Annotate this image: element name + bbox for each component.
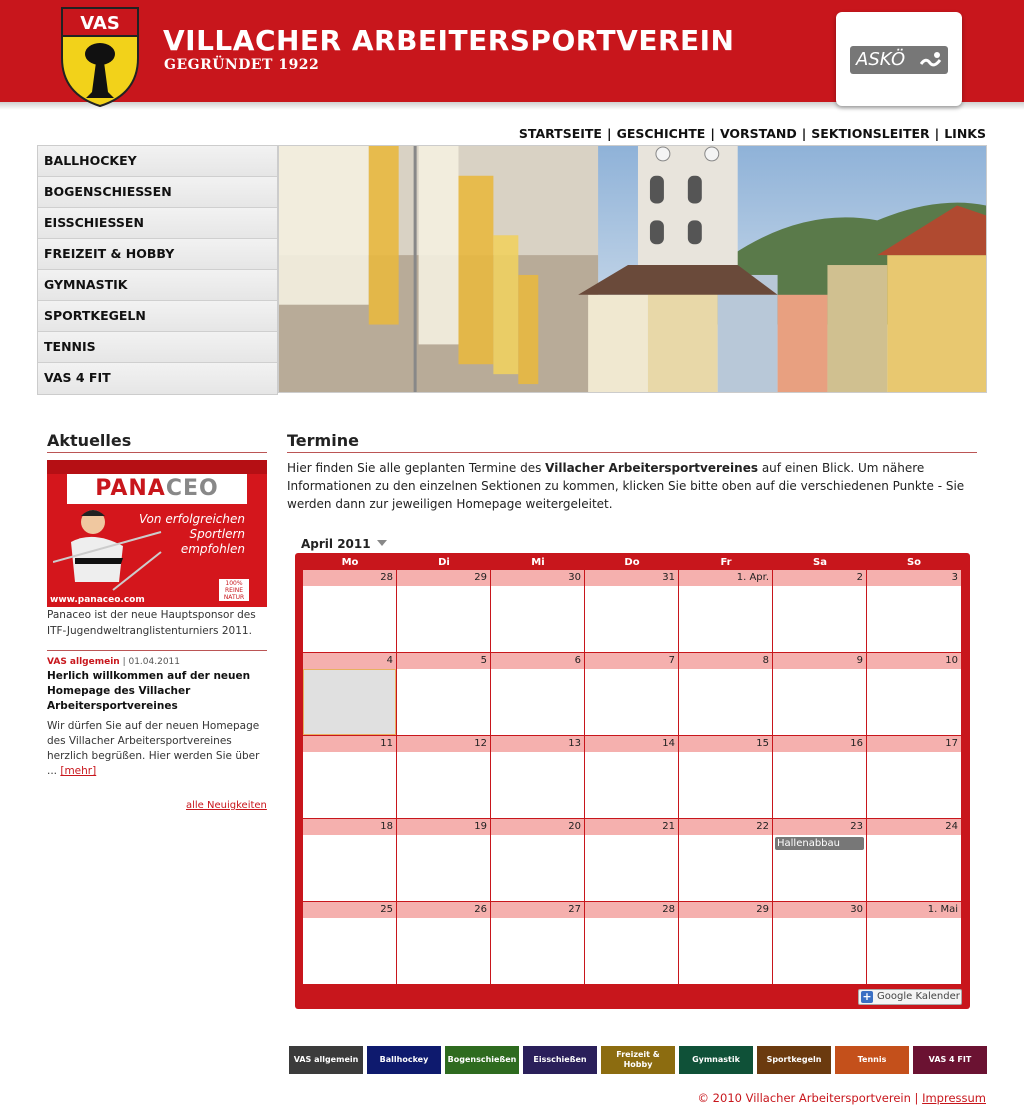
weekday-di: Di [438,557,450,568]
ad-slogan: Von erfolgreichen Sportlern empfohlen [139,512,245,556]
calendar-event[interactable]: Hallenabbau [775,837,864,850]
calendar-day-cell[interactable] [867,736,962,819]
weekday-do: Do [624,557,640,568]
nav-startseite[interactable]: STARTSEITE [518,126,602,141]
weekday-fr: Fr [720,557,732,568]
site-title: VILLACHER ARBEITERSPORTVEREIN [163,24,735,57]
calendar-day-cell[interactable] [773,653,867,736]
day-number: 4 [303,653,396,669]
calendar-day-cell[interactable] [679,570,773,653]
google-calendar [295,553,970,1009]
calendar-day-cell[interactable] [773,736,867,819]
calendar-day-cell[interactable] [397,902,491,985]
calendar-day-cell[interactable] [397,570,491,653]
nav-sektionsleiter[interactable]: SEKTIONSLEITER [811,126,930,141]
day-number: 14 [585,736,678,752]
calendar-day-cell[interactable] [303,653,397,736]
calendar-day-cell[interactable] [867,653,962,736]
page-title: Termine [287,431,359,450]
news-divider [47,452,267,453]
calendar-day-cell[interactable] [491,819,585,902]
day-number: 29 [397,570,490,586]
day-number: 30 [491,570,584,586]
legend-item[interactable]: Sportkegeln [757,1046,831,1074]
calendar-day-cell[interactable] [773,902,867,985]
title-divider [287,452,977,453]
day-number: 17 [867,736,961,752]
day-number: 3 [867,570,961,586]
read-more-link[interactable]: [mehr] [60,765,97,777]
plus-icon: + [862,990,872,1003]
askoe-logo [850,46,948,74]
calendar-day-cell[interactable] [585,819,679,902]
calendar-day-cell[interactable] [491,902,585,985]
day-number: 28 [585,902,678,918]
day-number: 7 [585,653,678,669]
panaceo-ad[interactable] [47,460,267,607]
all-news-link[interactable]: alle Neuigkeiten [186,800,267,811]
day-number: 12 [397,736,490,752]
day-number: 23 [773,819,866,835]
calendar-day-cell[interactable] [397,819,491,902]
news-divider-2 [47,650,267,651]
news-title[interactable]: Herlich willkommen auf der neuen Homepage des Villacher Arbeitersportvereines [47,670,251,712]
day-number: 16 [773,736,866,752]
day-number: 27 [491,902,584,918]
legend-item[interactable]: Freizeit & Hobby [601,1046,675,1074]
day-number: 19 [397,819,490,835]
calendar-day-cell[interactable] [773,819,867,902]
section-menu [37,145,278,395]
calendar-day-cell[interactable] [303,819,397,902]
menu-item-vas-4-fit[interactable]: VAS 4 FIT [38,363,277,394]
calendar-grid [303,570,962,983]
news-date: 01.04.2011 [128,657,180,667]
day-number: 31 [585,570,678,586]
day-number: 28 [303,570,396,586]
calendar-day-cell[interactable] [773,570,867,653]
day-number: 8 [679,653,772,669]
calendar-day-cell[interactable] [867,819,962,902]
vas-logo-text: VAS [80,13,120,34]
ad-caption: Panaceo ist der neue Hauptsponsor des ITF-Jugendweltranglistenturniers 2011. [47,609,256,637]
vas-logo[interactable] [60,6,140,108]
calendar-day-cell[interactable] [585,570,679,653]
today-highlight [303,669,396,735]
askoe-logo-text: ASKÖ [856,49,906,70]
calendar-day-cell[interactable] [679,819,773,902]
legend-item[interactable]: Tennis [835,1046,909,1074]
hero-image [278,145,987,393]
day-number: 1. Mai [867,902,961,918]
calendar-day-cell[interactable] [491,736,585,819]
calendar-day-cell[interactable] [679,902,773,985]
day-number: 18 [303,819,396,835]
nav-geschichte[interactable]: GESCHICHTE [616,126,706,141]
site-subtitle: GEGRÜNDET 1922 [164,57,320,73]
calendar-day-cell[interactable] [867,570,962,653]
day-number: 11 [303,736,396,752]
calendar-day-cell[interactable] [585,653,679,736]
menu-item-freizeit-hobby[interactable]: FREIZEIT & HOBBY [38,239,277,270]
menu-item-gymnastik[interactable]: GYMNASTIK [38,270,277,301]
calendar-day-cell[interactable] [679,736,773,819]
ad-url: www.panaceo.com [50,595,145,605]
askoe-logo-box[interactable] [836,12,962,106]
day-number: 20 [491,819,584,835]
weekday-so: So [906,557,922,568]
intro-text: Hier finden Sie alle geplanten Termine des Villacher Arbeitersportvereines auf einen Blick. Um nähere Informationen zu den einzelnen Sektionen zu kommen, klicken Sie bitte oben auf die verschiedenen Punkte - Sie werden dann zur jeweiligen Homepage weitergeleitet. [287,461,965,511]
weekday-sa: Sa [813,557,827,568]
legend-item[interactable]: Gymnastik [679,1046,753,1074]
legend-item[interactable]: Eisschießen [523,1046,597,1074]
day-number: 13 [491,736,584,752]
legend-item[interactable]: VAS 4 FIT [913,1046,987,1074]
day-number: 25 [303,902,396,918]
day-number: 30 [773,902,866,918]
day-number: 5 [397,653,490,669]
day-number: 29 [679,902,772,918]
calendar-month-selector[interactable]: April 2011 [301,537,387,551]
calendar-day-cell[interactable] [585,736,679,819]
menu-item-tennis[interactable]: TENNIS [38,332,277,363]
google-calendar-button[interactable]: + Google Kalender [858,989,962,1005]
day-number: 2 [773,570,866,586]
footer [698,1091,986,1105]
day-number: 1. Apr. [679,570,772,586]
nav-vorstand[interactable]: VORSTAND [719,126,797,141]
calendar-day-cell[interactable] [867,902,962,985]
menu-item-bogenschiessen[interactable]: BOGENSCHIESSEN [38,177,277,208]
day-number: 6 [491,653,584,669]
top-navigation: STARTSEITE | GESCHICHTE | VORSTAND | SEKTIONSLEITER | LINKS [518,126,986,141]
weekday-mi: Mi [531,557,545,568]
day-number: 24 [867,819,961,835]
calendar-day-cell[interactable] [585,902,679,985]
day-number: 21 [585,819,678,835]
weekday-mo: Mo [341,557,359,568]
menu-item-eisschiessen[interactable]: EISSCHIESSEN [38,208,277,239]
ad-badge: 100% REINE NATUR [219,579,249,601]
calendar-weekday-header [303,557,962,571]
chevron-down-icon [377,540,387,546]
news-meta: VAS allgemein | 01.04.2011 [47,657,180,667]
menu-item-sportkegeln[interactable]: SPORTKEGELN [38,301,277,332]
calendar-day-cell[interactable] [303,736,397,819]
news-heading: Aktuelles [47,431,132,450]
day-number: 9 [773,653,866,669]
nav-links[interactable]: LINKS [944,126,986,141]
calendar-day-cell[interactable] [491,653,585,736]
legend-item[interactable]: Bogenschießen [445,1046,519,1074]
panaceo-logo: PANACEO [67,474,247,504]
legend-item[interactable]: Ballhockey [367,1046,441,1074]
news-teaser: Wir dürfen Sie auf der neuen Homepage des Villacher Arbeitersportvereines herzlich begrüßen. Hier werden Sie über ... [mehr] [47,720,260,777]
calendar-day-cell[interactable] [491,570,585,653]
calendar-day-cell[interactable] [303,570,397,653]
calendar-day-cell[interactable] [397,653,491,736]
copyright: © 2010 Villacher Arbeitersportverein | [697,1091,923,1105]
calendar-day-cell[interactable] [303,902,397,985]
askoe-swoosh-icon [920,51,942,69]
calendar-day-cell[interactable] [679,653,773,736]
day-number: 15 [679,736,772,752]
day-number: 22 [679,819,772,835]
menu-item-ballhockey[interactable]: BALLHOCKEY [38,146,277,177]
legend-item[interactable]: VAS allgemein [289,1046,363,1074]
impressum-link[interactable]: Impressum [922,1091,986,1105]
day-number: 26 [397,902,490,918]
calendar-day-cell[interactable] [397,736,491,819]
day-number: 10 [867,653,961,669]
news-category[interactable]: VAS allgemein [47,657,120,667]
